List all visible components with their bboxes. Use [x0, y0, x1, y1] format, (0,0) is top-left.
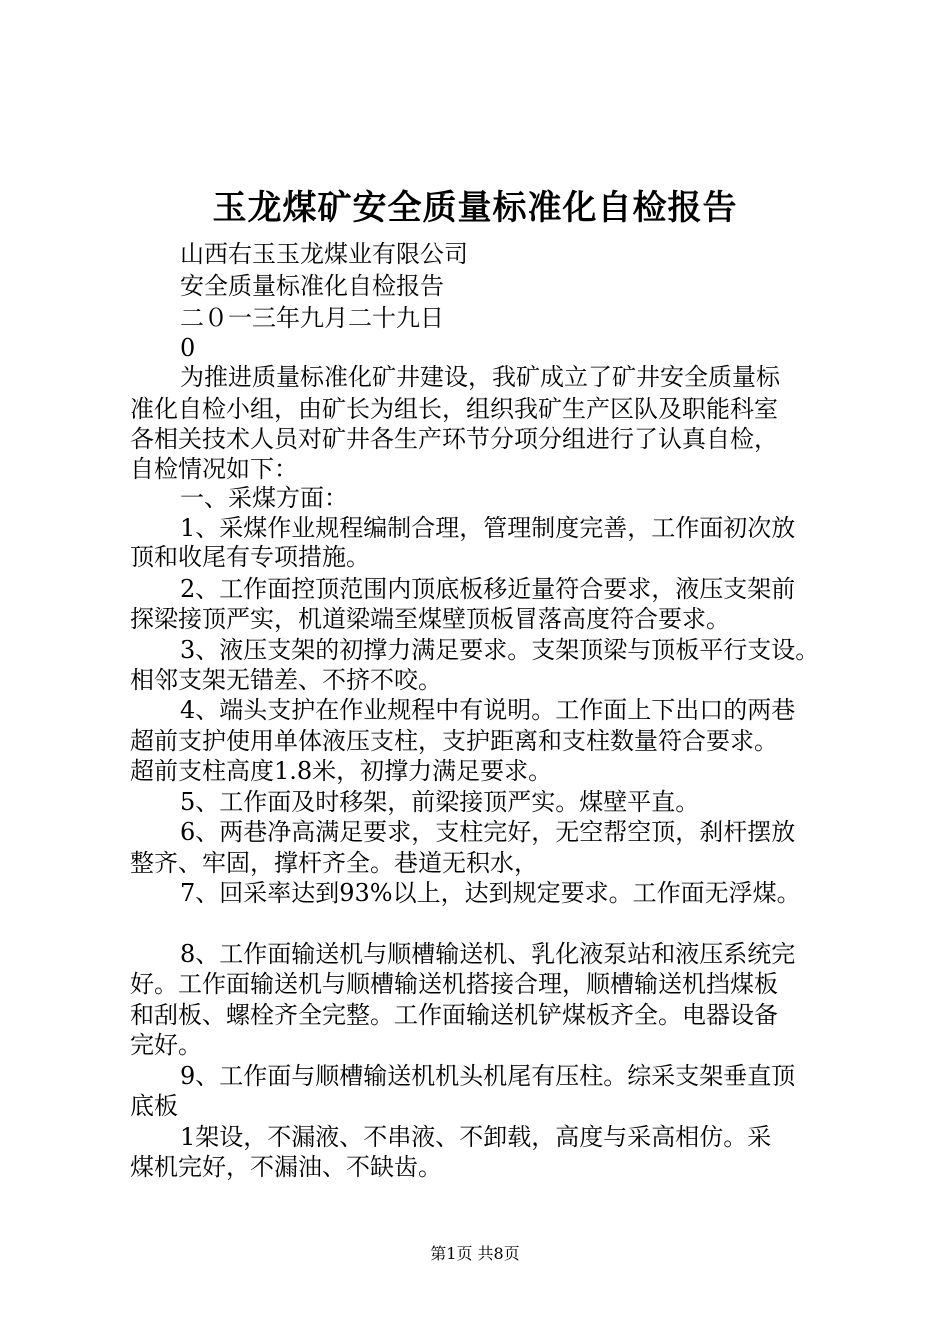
- item-line: 7、回采率达到93%以上，达到规定要求。工作面无浮煤。: [180, 879, 801, 907]
- item-line: 9、工作面与顺槽输送机机头机尾有压柱。综采支架垂直顶: [180, 1062, 796, 1090]
- item-line: 8、工作面输送机与顺槽输送机、乳化液泵站和液压系统完: [180, 940, 796, 968]
- item-line: 和刮板、螺栓齐全完整。工作面输送机铲煤板齐全。电器设备: [130, 1001, 778, 1029]
- item-line: 5、工作面及时移架，前梁接顶严实。煤壁平直。: [180, 788, 700, 816]
- item-line: 4、端头支护在作业规程中有说明。工作面上下出口的两巷: [180, 696, 796, 724]
- item-line: 1架设，不漏液、不串液、不卸载，高度与采高相仿。采: [180, 1123, 772, 1151]
- item-line: 超前支柱高度1.8米，初撑力满足要求。: [130, 757, 553, 785]
- intro-line: 各相关技术人员对矿井各生产环节分项分组进行了认真自检，: [130, 425, 778, 453]
- item-line: 6、两巷净高满足要求，支柱完好，无空帮空顶，刹杆摆放: [180, 818, 796, 846]
- item-line: 1、采煤作业规程编制合理，管理制度完善，工作面初次放: [180, 514, 796, 542]
- page-mark: 0: [180, 334, 196, 362]
- item-line: 3、液压支架的初撑力满足要求。支架顶梁与顶板平行支设。: [180, 636, 820, 664]
- item-line: 好。工作面输送机与顺槽输送机搭接合理，顺槽输送机挡煤板: [130, 970, 778, 998]
- intro-line: 自检情况如下：: [130, 455, 298, 483]
- item-line: 超前支护使用单体液压支柱，支护距离和支柱数量符合要求。: [130, 727, 778, 755]
- item-line: 探梁接顶严实，机道梁端至煤壁顶板冒落高度符合要求。: [130, 605, 730, 633]
- company-name: 山西右玉玉龙煤业有限公司: [180, 240, 468, 268]
- intro-line: 准化自检小组，由矿长为组长，组织我矿生产区队及职能科室: [130, 395, 778, 423]
- item-line: 2、工作面控顶范围内顶底板移近量符合要求，液压支架前: [180, 575, 796, 603]
- document-title: 玉龙煤矿安全质量标准化自检报告: [212, 188, 738, 228]
- intro-line: 为推进质量标准化矿井建设，我矿成立了矿井安全质量标: [180, 363, 780, 391]
- item-line: 整齐、牢固，撑杆齐全。巷道无积水，: [130, 849, 538, 877]
- item-line: 底板: [130, 1092, 178, 1120]
- item-line: 完好。: [130, 1031, 202, 1059]
- item-line: 煤机完好，不漏油、不缺齿。: [130, 1153, 442, 1181]
- report-date: 二０一三年九月二十九日: [180, 304, 444, 332]
- item-line: 顶和收尾有专项措施。: [130, 543, 370, 571]
- item-line: 相邻支架无错差、不挤不咬。: [130, 666, 442, 694]
- report-name: 安全质量标准化自检报告: [180, 272, 444, 300]
- page-footer: 第1页 共8页: [430, 1244, 520, 1263]
- section-heading: 一、采煤方面：: [180, 484, 348, 512]
